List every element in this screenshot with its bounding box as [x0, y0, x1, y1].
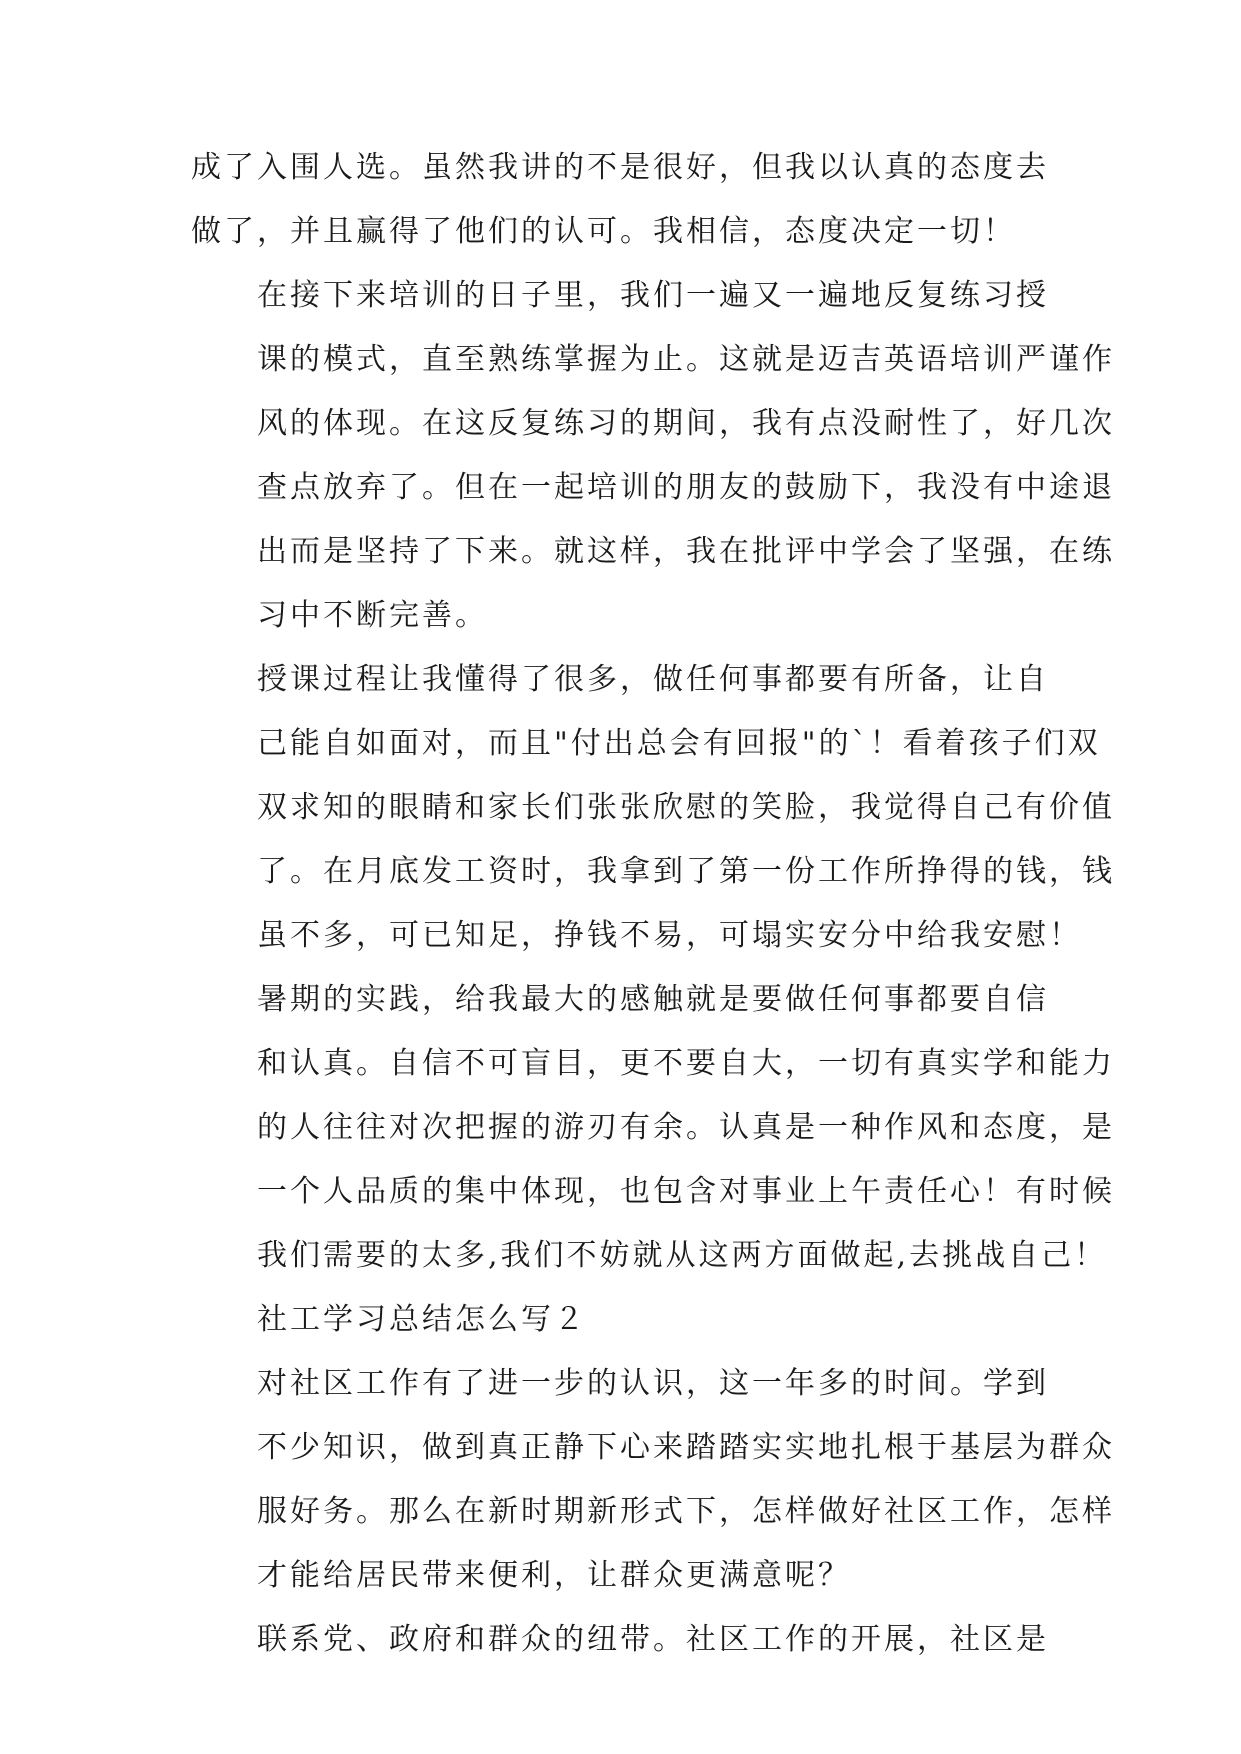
- text-line: 风的体现。在这反复练习的期间，我有点没耐性了，好几次: [257, 406, 1115, 441]
- text-line: 授课过程让我懂得了很多，做任何事都要有所备，让自: [257, 662, 1049, 697]
- text-line: 查点放弃了。但在一起培训的朋友的鼓励下，我没有中途退: [257, 470, 1115, 505]
- text-line: 双求知的眼睛和家长们张张欣慰的笑脸，我觉得自己有价值: [257, 790, 1115, 825]
- text-line: 联系党、政府和群众的纽带。社区工作的开展，社区是: [257, 1622, 1049, 1657]
- paragraph-4: [191, 968, 1115, 1288]
- text-line: 服好务。那么在新时期新形式下，怎样做好社区工作，怎样: [257, 1494, 1115, 1529]
- text-line: 出而是坚持了下来。就这样，我在批评中学会了坚强，在练: [257, 534, 1115, 569]
- text-line: 在接下来培训的日子里，我们一遍又一遍地反复练习授: [257, 278, 1049, 313]
- paragraph-6: [191, 1608, 1051, 1672]
- document-body: [191, 136, 1115, 1672]
- text-line: 习中不断完善。: [257, 598, 488, 633]
- text-line: 才能给居民带来便利，让群众更满意呢？: [257, 1558, 851, 1593]
- paragraph-5: [191, 1352, 1115, 1608]
- section-heading: [191, 1288, 1051, 1352]
- text-line: 和认真。自信不可盲目，更不要自大，一切有真实学和能力: [257, 1046, 1115, 1081]
- text-line: 成了入围人选。虽然我讲的不是很好，但我以认真的态度去: [191, 150, 1049, 185]
- text-line: 我们需要的太多,我们不妨就从这两方面做起,去挑战自己！: [257, 1238, 1108, 1273]
- paragraph-3: [191, 648, 1115, 968]
- text-line: 了。在月底发工资时，我拿到了第一份工作所挣得的钱，钱: [257, 854, 1115, 889]
- text-line: 己能自如面对，而且"付出总会有回报"的`！看着孩子们双: [257, 726, 1101, 761]
- paragraph-1: [191, 136, 1051, 264]
- text-line: 课的模式，直至熟练掌握为止。这就是迈吉英语培训严谨作: [257, 342, 1115, 377]
- text-line: 社工学习总结怎么写２: [257, 1302, 587, 1337]
- text-line: 一个人品质的集中体现，也包含对事业上午责任心！有时候: [257, 1174, 1115, 1209]
- paragraph-2: [191, 264, 1115, 648]
- text-line: 做了，并且赢得了他们的认可。我相信，态度决定一切！: [191, 214, 1016, 249]
- text-line: 的人往往对次把握的游刃有余。认真是一种作风和态度，是: [257, 1110, 1115, 1145]
- text-line: 对社区工作有了进一步的认识，这一年多的时间。学到: [257, 1366, 1049, 1401]
- text-line: 暑期的实践，给我最大的感触就是要做任何事都要自信: [257, 982, 1049, 1017]
- text-line: 不少知识，做到真正静下心来踏踏实实地扎根于基层为群众: [257, 1430, 1115, 1465]
- text-line: 虽不多，可已知足，挣钱不易，可塌实安分中给我安慰！: [257, 918, 1082, 953]
